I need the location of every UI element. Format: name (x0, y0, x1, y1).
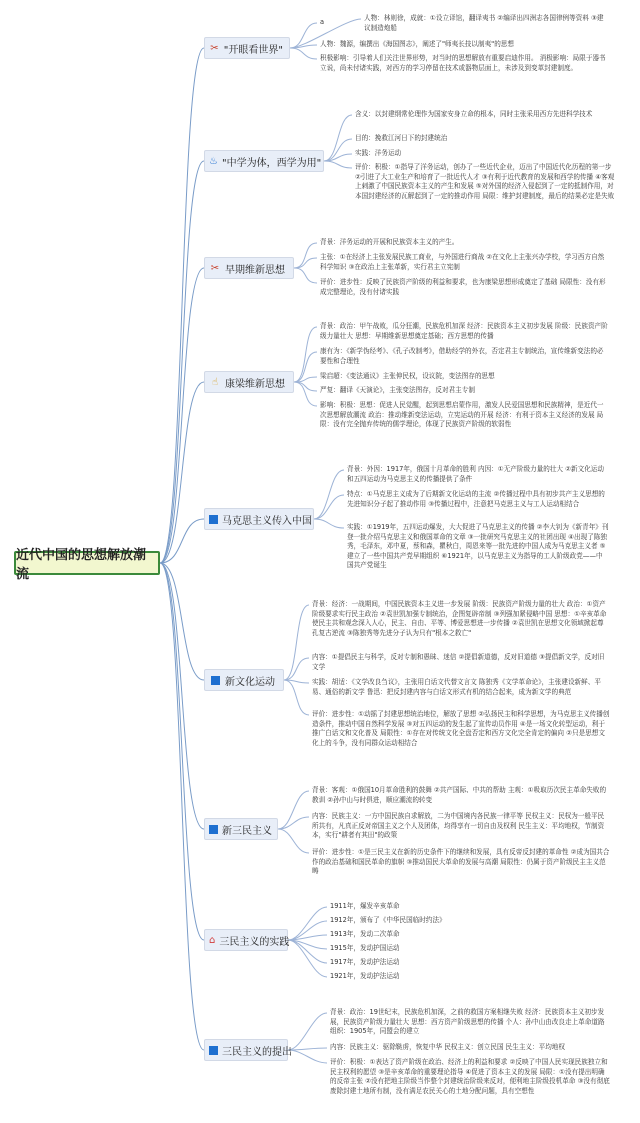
branch-topic-2[interactable] (204, 150, 324, 172)
branch-label: "中学为体，西学为用" (221, 157, 322, 169)
branch-topic-5[interactable] (204, 508, 314, 530)
branch-label: "开眼看世界" (223, 44, 283, 56)
connector-line (288, 940, 327, 977)
leaf-note[interactable]: 1911年，爆发辛亥革命 (330, 902, 400, 910)
connector-line (294, 327, 317, 382)
connector-line (160, 563, 204, 680)
connector-line (288, 1050, 327, 1063)
connector-line (284, 658, 309, 680)
branch-label: 新文化运动 (225, 676, 275, 688)
connector-line (160, 519, 204, 563)
leaf-note[interactable]: 背景：政治：甲午战败，瓜分狂潮，民族危机加深 经济：民族资本主义初步发展 阶级：民族资产阶级力量壮大 思想：早期维新思想奠定基础；西方思想的传播 (320, 322, 608, 340)
branch-topic-1[interactable] (204, 37, 290, 59)
leaf-note[interactable]: 内容：①提倡民主与科学，反对专制和愚昧、迷信 ②提倡新道德，反对旧道德 ③提倡新文学，反对旧文学 (312, 653, 605, 671)
leaf-note[interactable]: 评价：进步性：①是三民主义在新的历史条件下的继续和发展，具有反帝反封建的革命性 ②成为国共合作的政治基础和国民革命的旗帜 ③推动国民大革命的发展与高潮 局限性：仍属于资产阶级民主主义范畴 (312, 848, 610, 876)
leaf-note[interactable]: 背景：经济：一战期间，中国民族资本主义进一步发展 阶级：民族资产阶级力量的壮大 政治：①资产阶级要求实行民主政治 ②袁世凯加强专制统治，企图复辟帝制 ③列强加紧侵略中国 思想：①辛亥革命使民主共和观念深入人心，民主、自由、平等、博爱思想进一步传播 ②袁世凯在思想文化领域掀起尊孔复古逆流 ③陈独秀等先进分子认为只有"根本之救亡" (312, 600, 607, 637)
connector-line (314, 470, 344, 519)
leaf-note[interactable]: 1915年，发动护国运动 (330, 944, 400, 952)
leaf-note[interactable]: 特点：①马克思主义成为了后期新文化运动的主流 ②传播过程中具有初步共产主义思想的先进知识分子起了推动作用 ③传播过程中，注意把马克思主义与工人运动相结合 (347, 490, 605, 508)
branch-topic-4[interactable] (204, 371, 294, 393)
leaf-note[interactable]: 主张：①在经济上主张发展民族工商业，与外国进行商战 ②在文化上主张兴办学校，学习西方自然科学知识 ③在政治上主张革新，实行君主立宪制 (320, 253, 605, 271)
connector-line (314, 519, 344, 528)
house-icon: ⌂ (209, 934, 216, 946)
leaf-note[interactable]: 人物：林则徐，成就：①设立译馆，翻译夷书 ②编译出四洲志各国律例等资料 ③建议制造炮船 (364, 14, 604, 32)
leaf-note[interactable]: 内容：民族主义：驱除鞑虏，恢复中华 民权主义：创立民国 民生主义：平均地权 (330, 1043, 565, 1051)
leaf-note[interactable]: 背景：客观：①俄国10月革命胜利的鼓舞 ②共产国际、中共的帮助 主观：①吸取历次民主革命失败的教训 ②孙中山与时俱进，顺应潮流的转变 (312, 786, 607, 804)
leaf-note[interactable]: 评价：积极：①指导了洋务运动，创办了一些近代企业，迈出了中国近代化历程的第一步 ②引进了大工业生产和培育了一批近代人才 ③有利于近代教育的发展和西学的传播 ④客观上刺激了中国民族资本主义的产生和发展 ⑤对外国的经济入侵起到了一定的抵制作用，对本国封建经济的瓦解起到了一定的推动作用 局限：维护封建制度，最后的结果必定是失败 (355, 163, 615, 200)
leaf-note[interactable]: 1913年，发动二次革命 (330, 930, 400, 938)
leaf-note[interactable]: a (320, 18, 325, 26)
branch-topic-6[interactable] (204, 669, 284, 691)
leaf-note[interactable]: 背景：洋务运动的开展和民族资本主义的产生。 (320, 238, 459, 246)
leaf-note[interactable]: 积极影响：引导着人们关注世界形势，对当时的思想解放有重要启迪作用。 消极影响：局限于器书立说，尚未付诸实践，对西方的学习停留在技术或器物层面上，未涉及到变革封建制度。 (320, 54, 606, 72)
connector-line (160, 563, 204, 1050)
leaf-note[interactable]: 实践：胡适：《文学改良刍议》，主张用白话文代替文言文 陈独秀《文学革命论》，主张建设新鲜、平易、通俗的新文学 鲁迅：把反封建内容与白话文形式有机的结合起来，成为新文学的典范 (312, 678, 601, 696)
hand-icon: ☝ (211, 376, 219, 388)
leaf-note[interactable]: 梁启超：《变法通议》主张伸民权，设议院，变法图存的思想 (320, 372, 495, 380)
connector-line (290, 45, 317, 48)
leaf-note[interactable]: 1921年，发动护法运动 (330, 972, 400, 980)
connector-line (160, 161, 204, 563)
branch-topic-3[interactable] (204, 257, 294, 279)
branch-label: 早期维新思想 (225, 264, 285, 276)
square-icon (209, 823, 218, 835)
connector-line (160, 48, 204, 563)
connector-line (294, 243, 317, 268)
branch-topic-8[interactable] (204, 929, 288, 951)
square-icon (209, 674, 221, 686)
leaf-note[interactable]: 目的：挽救江河日下的封建统治 (355, 134, 448, 142)
connector-line (324, 161, 352, 168)
leaf-note[interactable]: 背景：政治：19世纪末，民族危机加深，之前的救国方案相继失败 经济：民族资本主义初步发展，民族资产阶级力量壮大 思想：西方资产阶级思想的传播 个人：孙中山由改良走上革命道路 组织：1905年，同盟会的建立 (330, 1008, 605, 1036)
branch-label: 三民主义的实践 (219, 936, 290, 948)
connector-line (160, 563, 204, 829)
leaf-note[interactable]: 评价：进步性：①动摇了封建思想统治地位，解放了思想 ②弘扬民主和科学思想，为马克思主义传播创造条件，推动中国自然科学发展 ③对五四运动的发生起了宣传动员作用 ④是一场文化转型运动，利于推广白话文和文化普及 局限性：①存在对传统文化全盘否定和西方文化完全肯定的偏向 ②只是思想文化上的斗争，没有同群众运动相结合 (312, 710, 610, 747)
connector-line (294, 268, 317, 283)
square-icon (209, 513, 218, 525)
leaf-note[interactable]: 内容：民族主义：一方中国民族自求解放，二为中国境内各民族一律平等 民权主义：民权为一般平民所共有，凡真正反对帝国主义之个人及团体，均得享有一切自由及权利 民生主义：平均地权，节制资本，实行"耕者有其田"的政策 (312, 812, 605, 840)
fire-icon: ♨ (209, 155, 218, 167)
leaf-note[interactable]: 影响：积极：思想：促进人民觉醒，起到思想启蒙作用，激发人民爱国思想和民族精神，是近代一次思想解放潮流 政治：推动维新变法运动，立宪运动的开展 经济：有利于资本主义经济的发展 局限：没有完全抛弃传统的儒学理论，体现了民族资产阶级的软弱性 (320, 401, 604, 429)
leaf-note[interactable]: 严复：翻译《天演论》，主张变法图存，反对君主专制 (320, 386, 475, 394)
root-topic[interactable]: 近代中国的思想解放潮流 (14, 551, 160, 575)
connector-line (294, 382, 317, 406)
leaf-note[interactable]: 人物：魏源，编撰出《海国图志》，阐述了"师夷长技以制夷"的思想 (320, 40, 514, 48)
tools-icon: ✂ (210, 42, 219, 54)
branch-topic-7[interactable] (204, 818, 278, 840)
connector-line (288, 940, 327, 963)
connector-line (288, 1013, 327, 1050)
branch-label: 三民主义的提出 (222, 1046, 292, 1058)
connector-line (284, 680, 309, 715)
leaf-note[interactable]: 评价：进步性：反映了民族资产阶级的利益和要求，也为康梁思想形成奠定了基础 局限性：没有形成完整理论，没有付诸实践 (320, 278, 606, 296)
branch-topic-9[interactable] (204, 1039, 292, 1061)
connector-line (278, 829, 309, 853)
branch-label: 马克思主义传入中国 (222, 515, 312, 527)
connector-line (294, 382, 317, 391)
branch-label: 新三民主义 (222, 825, 272, 837)
leaf-note[interactable]: 实践：洋务运动 (355, 149, 402, 157)
leaf-note[interactable]: 实践：①1919年，五四运动爆发，大大促进了马克思主义的传播 ②李大钊为《新青年》刊登一批介绍马克思主义和俄国革命的文章 ③一批研究马克思主义的社团出现 ④出现了陈独秀，毛泽东，邓中夏，蔡和森，瞿秋白，周恩来等一批先进的中国人成为马克思主义者 ⑤建立了一些中国共产党早期组织 ⑥1921年，以马克思主义为指导的工人阶级政党——中国共产党诞生 (347, 523, 609, 570)
connector-line (314, 495, 344, 519)
leaf-note[interactable]: 含义：以封建纲常伦理作为国家安身立命的根本，同时主张采用西方先进科学技术 (355, 110, 593, 118)
branch-label: 康梁维新思想 (225, 378, 285, 390)
leaf-note[interactable]: 背景：外因：1917年，俄国十月革命的胜利 内因：①无产阶级力量的壮大 ②新文化运动和五四运动为马克思主义的传播提供了条件 (347, 465, 604, 483)
connector-line (290, 48, 317, 59)
leaf-note[interactable]: 评价：积极：①表达了资产阶级在政治、经济上的利益和要求 ②反映了中国人民实现民族独立和民主权利的愿望 ③是辛亥革命的重要理论指导 ④促进了资本主义的发展 局限：①没有提出明确的反帝主张 ②没有把地主阶级当作整个封建统治阶级来反对，便利地主阶级投机革命 ③没有彻底废除封建土地所有制，没有满足农民关心的土地分配问题，具有空想性 (330, 1058, 610, 1095)
leaf-note[interactable]: 1912年，颁布了《中华民国临时约法》 (330, 916, 446, 924)
tools-icon: ✂ (210, 262, 220, 274)
connector-line (294, 258, 317, 268)
leaf-note[interactable]: 康有为：《新学伪经考》、《孔子改制考》，借助经学的外衣，否定君主专制统治，宣传维新变法的必要性和合理性 (320, 347, 604, 365)
connector-line (288, 935, 327, 940)
leaf-note[interactable]: 1917年，发动护法运动 (330, 958, 400, 966)
square-icon (209, 1044, 218, 1056)
